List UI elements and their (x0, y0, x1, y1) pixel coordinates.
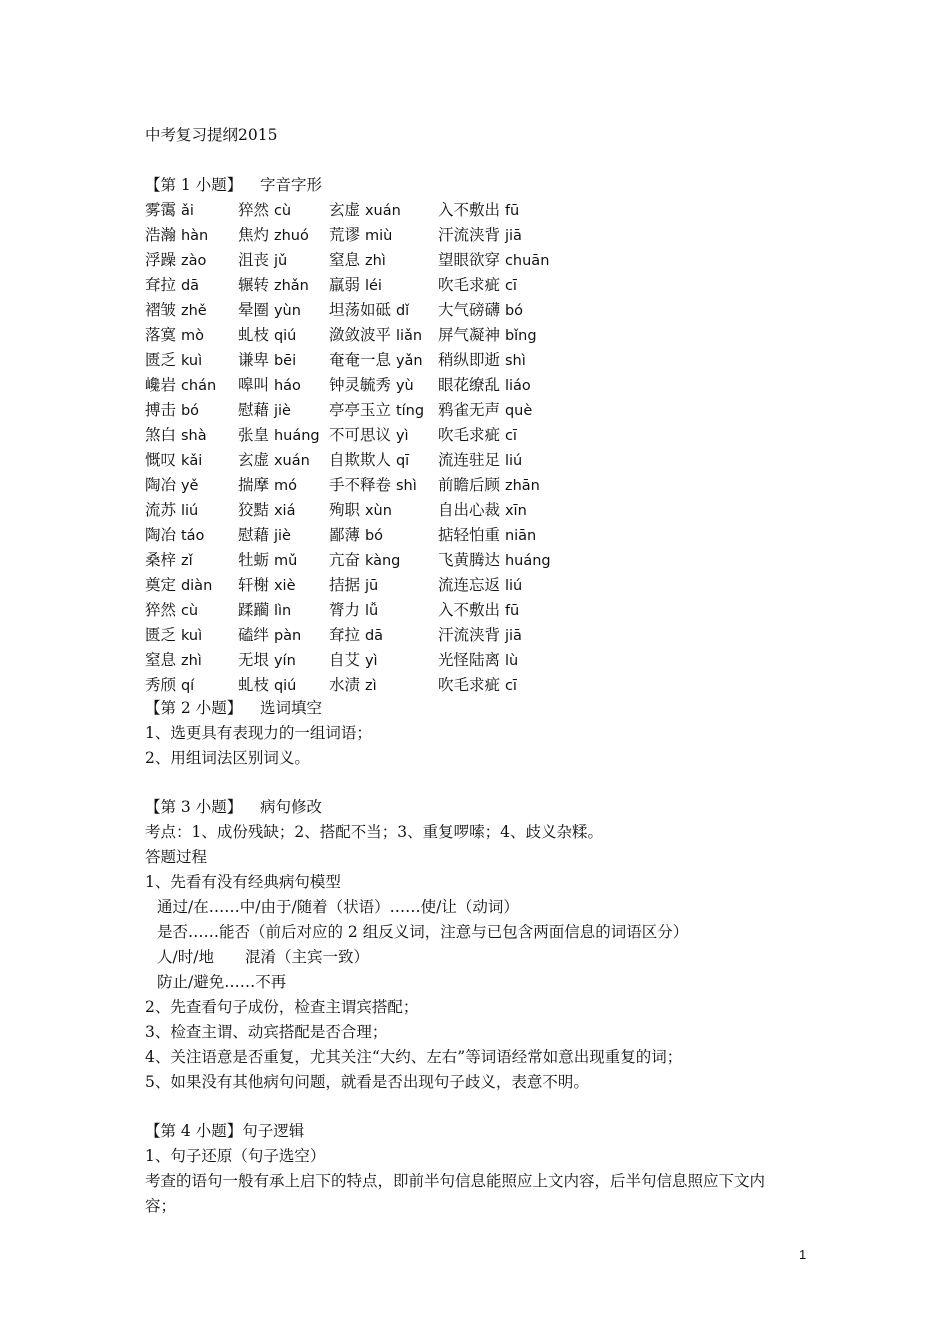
word-entry (438, 600, 519, 621)
word-entry (238, 200, 291, 221)
word-text: 浩瀚 (145, 226, 177, 244)
pinyin-text: zhì (364, 253, 386, 269)
section4-heading: 【第 4 小题】句子逻辑 (145, 1122, 305, 1140)
pinyin-text: mò (180, 328, 204, 344)
word-entry (329, 325, 422, 346)
word-text: 玄虚 (329, 201, 361, 219)
word-text: 大气磅礴 (438, 301, 501, 319)
word-entry (238, 625, 301, 646)
word-entry (438, 325, 537, 346)
word-entry (438, 450, 522, 471)
pinyin-text: liǎn (395, 328, 423, 344)
word-entry (238, 650, 296, 671)
page-number: 1 (799, 1247, 807, 1262)
pinyin-text: zhì (180, 653, 202, 669)
word-text: 桑梓 (145, 551, 177, 569)
pinyin-text: mǔ (273, 553, 298, 569)
word-entry (238, 500, 295, 521)
word-text: 鄙薄 (329, 526, 361, 544)
pinyin-text: jiā (504, 228, 522, 244)
pinyin-text: cī (504, 278, 517, 294)
word-entry (238, 350, 296, 371)
pinyin-text: bǐng (504, 328, 537, 344)
word-text: 亭亭玉立 (329, 401, 392, 419)
word-text: 蹂躏 (238, 601, 270, 619)
section2-line: 2、用组词法区别词义。 (145, 749, 310, 767)
word-entry (329, 500, 392, 521)
word-text: 吹毛求疵 (438, 276, 501, 294)
word-text: 无垠 (238, 651, 270, 669)
word-text: 手不释卷 (329, 476, 392, 494)
pinyin-text: liú (504, 453, 523, 469)
word-text: 匮乏 (145, 626, 177, 644)
pinyin-text: xiè (273, 578, 296, 594)
word-text: 煞白 (145, 426, 177, 444)
word-text: 猝然 (145, 601, 177, 619)
word-entry (145, 225, 208, 246)
pinyin-text: qiú (273, 678, 297, 694)
word-entry (145, 575, 212, 596)
word-entry (438, 475, 540, 496)
section2-topic: 选词填空 (260, 699, 323, 717)
word-entry (438, 375, 531, 396)
section4-paragraph-line: 考查的语句一般有承上启下的特点，即前半句信息能照应上文内容，后半句信息照应下文内 (145, 1172, 766, 1190)
section3-model: 防止/避免……不再 (157, 973, 287, 991)
word-text: 流连驻足 (438, 451, 501, 469)
word-entry (238, 275, 309, 296)
word-text: 落寞 (145, 326, 177, 344)
pinyin-text: xuán (364, 203, 401, 219)
word-entry (238, 575, 295, 596)
pinyin-text: qí (180, 678, 195, 694)
pinyin-text: ǎi (180, 203, 194, 219)
word-entry (329, 575, 378, 596)
pinyin-text: yǎn (395, 353, 423, 369)
word-text: 慰藉 (238, 526, 270, 544)
word-text: 光怪陆离 (438, 651, 501, 669)
word-entry (438, 625, 522, 646)
word-entry (329, 350, 423, 371)
word-entry (238, 400, 291, 421)
word-entry (145, 500, 198, 521)
section1-heading (145, 175, 323, 195)
word-text: 猝然 (238, 201, 270, 219)
word-text: 晕圈 (238, 301, 270, 319)
pinyin-text: xuán (273, 453, 310, 469)
word-text: 前瞻后顾 (438, 476, 501, 494)
pinyin-text: chuān (504, 253, 550, 269)
pinyin-text: jiè (273, 528, 291, 544)
word-text: 不可思议 (329, 426, 392, 444)
pinyin-text: kàng (364, 553, 401, 569)
word-text: 入不敷出 (438, 601, 501, 619)
word-entry (238, 550, 297, 571)
word-entry (329, 550, 400, 571)
word-entry (145, 550, 193, 571)
word-text: 揣摩 (238, 476, 270, 494)
word-entry (145, 200, 194, 221)
word-text: 陶冶 (145, 526, 177, 544)
word-text: 屏气凝神 (438, 326, 501, 344)
pinyin-text: xiá (273, 503, 296, 519)
pinyin-text: zì (364, 678, 377, 694)
word-text: 窒息 (145, 651, 177, 669)
word-entry (329, 675, 377, 696)
word-entry (438, 275, 517, 296)
word-entry (329, 425, 409, 446)
word-text: 磕绊 (238, 626, 270, 644)
word-text: 沮丧 (238, 251, 270, 269)
word-text: 入不敷出 (438, 201, 501, 219)
pinyin-text: qiú (273, 328, 297, 344)
word-text: 慨叹 (145, 451, 177, 469)
section2-heading (145, 698, 323, 718)
word-entry (145, 400, 199, 421)
word-entry (145, 475, 198, 496)
pinyin-text: shà (180, 428, 207, 444)
word-entry (438, 525, 536, 546)
pinyin-text: mó (273, 478, 297, 494)
word-entry (438, 675, 517, 696)
word-entry (329, 600, 378, 621)
word-entry (238, 450, 310, 471)
word-entry (145, 600, 198, 621)
word-text: 殉职 (329, 501, 361, 519)
word-text: 膂力 (329, 601, 361, 619)
word-entry (329, 225, 392, 246)
word-text: 鸦雀无声 (438, 401, 501, 419)
pinyin-text: bó (504, 303, 524, 319)
word-text: 辗转 (238, 276, 270, 294)
word-entry (438, 650, 518, 671)
pinyin-text: cī (504, 428, 517, 444)
pinyin-text: lù (504, 653, 519, 669)
pinyin-text: fū (504, 603, 520, 619)
pinyin-text: liú (504, 578, 523, 594)
word-entry (145, 275, 199, 296)
word-entry (145, 350, 202, 371)
pinyin-text: què (504, 403, 533, 419)
word-text: 流连忘返 (438, 576, 501, 594)
word-entry (329, 450, 409, 471)
word-entry (145, 450, 202, 471)
pinyin-text: yín (273, 653, 296, 669)
word-text: 雾霭 (145, 201, 177, 219)
pinyin-text: pàn (273, 628, 302, 644)
word-text: 汗流浃背 (438, 626, 501, 644)
pinyin-text: bó (180, 403, 200, 419)
pinyin-text: zǐ (180, 553, 193, 569)
word-text: 眼花缭乱 (438, 376, 501, 394)
word-entry (329, 250, 386, 271)
pinyin-text: tíng (395, 403, 425, 419)
word-text: 玄虚 (238, 451, 270, 469)
word-entry (438, 300, 523, 321)
pinyin-text: huáng (273, 428, 320, 444)
word-entry (145, 625, 202, 646)
section3-step: 2、先查看句子成份，检查主谓宾搭配； (145, 998, 419, 1016)
word-entry (329, 275, 382, 296)
pinyin-text: háo (273, 378, 301, 394)
section3-step: 3、检查主谓、动宾搭配是否合理； (145, 1023, 388, 1041)
word-entry (329, 300, 409, 321)
word-entry (329, 625, 383, 646)
word-text: 拮据 (329, 576, 361, 594)
word-entry (438, 425, 517, 446)
word-text: 潋敛波平 (329, 326, 392, 344)
word-entry (238, 525, 291, 546)
pinyin-text: cù (180, 603, 199, 619)
word-entry (438, 250, 549, 271)
word-text: 吹毛求疵 (438, 676, 501, 694)
word-text: 自出心裁 (438, 501, 501, 519)
word-entry (238, 325, 296, 346)
pinyin-text: chán (180, 378, 217, 394)
word-text: 自欺欺人 (329, 451, 392, 469)
word-text: 窒息 (329, 251, 361, 269)
word-entry (145, 300, 207, 321)
pinyin-text: niān (504, 528, 537, 544)
word-entry (145, 250, 206, 271)
word-text: 飞黄腾达 (438, 551, 501, 569)
pinyin-text: qī (395, 453, 410, 469)
word-text: 奄奄一息 (329, 351, 392, 369)
word-text: 嗥叫 (238, 376, 270, 394)
section3-heading (145, 797, 323, 817)
word-text: 陶冶 (145, 476, 177, 494)
section4-subheading: 1、句子还原（句子选空） (145, 1147, 326, 1165)
word-text: 轩榭 (238, 576, 270, 594)
word-text: 亢奋 (329, 551, 361, 569)
word-text: 耷拉 (329, 626, 361, 644)
section2-number: 【第 2 小题】 (145, 699, 243, 717)
section3-model: 是否……能否（前后对应的 2 组反义词，注意与已包含两面信息的词语区分） (157, 923, 689, 941)
word-entry (145, 425, 207, 446)
word-entry (329, 200, 401, 221)
pinyin-text: jū (364, 578, 379, 594)
section3-step: 4、关注语意是否重复，尤其关注“大约、左右”等词语经常如意出现重复的词； (145, 1048, 683, 1066)
pinyin-text: jiā (504, 628, 522, 644)
pinyin-text: diàn (180, 578, 213, 594)
word-entry (329, 650, 378, 671)
word-entry (238, 375, 301, 396)
word-entry (438, 500, 527, 521)
pinyin-text: kǎi (180, 453, 203, 469)
word-entry (238, 225, 309, 246)
word-text: 匮乏 (145, 351, 177, 369)
pinyin-text: xùn (364, 503, 392, 519)
word-text: 荒谬 (329, 226, 361, 244)
word-entry (145, 375, 216, 396)
word-entry (238, 600, 291, 621)
pinyin-text: jiè (273, 403, 291, 419)
pinyin-text: bēi (273, 353, 297, 369)
word-entry (438, 550, 551, 571)
section3-topic: 病句修改 (260, 798, 323, 816)
word-text: 流苏 (145, 501, 177, 519)
pinyin-text: lìn (273, 603, 292, 619)
pinyin-text: yùn (273, 303, 301, 319)
word-text: 羸弱 (329, 276, 361, 294)
pinyin-text: liáo (504, 378, 531, 394)
word-text: 望眼欲穿 (438, 251, 501, 269)
pinyin-text: yù (395, 378, 414, 394)
word-text: 掂轻怕重 (438, 526, 501, 544)
pinyin-text: miù (364, 228, 393, 244)
word-entry (238, 300, 301, 321)
word-text: 慰藉 (238, 401, 270, 419)
word-entry (438, 575, 522, 596)
word-entry (145, 650, 202, 671)
word-entry (438, 225, 522, 246)
pinyin-text: shì (395, 478, 417, 494)
section3-model: 通过/在……中/由于/随着（状语）……使/让（动词） (157, 898, 519, 916)
pinyin-text: yì (395, 428, 409, 444)
pinyin-text: dǐ (395, 303, 410, 319)
pinyin-text: zhǎn (273, 278, 309, 294)
word-text: 自艾 (329, 651, 361, 669)
section3-kaodian: 考点：1、成份残缺；2、搭配不当；3、重复啰嗦；4、歧义杂糅。 (145, 823, 603, 841)
word-entry (438, 400, 532, 421)
word-text: 稍纵即逝 (438, 351, 501, 369)
word-text: 焦灼 (238, 226, 270, 244)
word-entry (145, 525, 204, 546)
word-text: 狡黠 (238, 501, 270, 519)
word-entry (438, 200, 519, 221)
word-text: 谦卑 (238, 351, 270, 369)
word-entry (238, 675, 296, 696)
section3-process-title: 答题过程 (145, 848, 208, 866)
pinyin-text: hàn (180, 228, 209, 244)
pinyin-text: yě (180, 478, 199, 494)
pinyin-text: xīn (504, 503, 527, 519)
pinyin-text: lǚ (364, 603, 379, 619)
word-text: 牡蛎 (238, 551, 270, 569)
word-text: 钟灵毓秀 (329, 376, 392, 394)
word-entry (329, 475, 417, 496)
word-entry (238, 475, 297, 496)
word-entry (329, 525, 383, 546)
pinyin-text: zào (180, 253, 207, 269)
section3-model: 人/时/地 混淆（主宾一致） (157, 948, 369, 966)
word-entry (145, 675, 194, 696)
pinyin-text: yì (364, 653, 378, 669)
pinyin-text: liú (180, 503, 199, 519)
section4-paragraph-line: 容； (145, 1197, 177, 1215)
word-entry (329, 400, 424, 421)
word-text: 耷拉 (145, 276, 177, 294)
word-text: 褶皱 (145, 301, 177, 319)
word-text: 吹毛求疵 (438, 426, 501, 444)
pinyin-text: zhě (180, 303, 207, 319)
pinyin-text: kuì (180, 628, 203, 644)
pinyin-text: dā (364, 628, 384, 644)
pinyin-text: huáng (504, 553, 551, 569)
pinyin-text: zhān (504, 478, 540, 494)
section1-number: 【第 1 小题】 (145, 176, 243, 194)
pinyin-text: jǔ (273, 253, 288, 269)
word-entry (329, 375, 414, 396)
word-entry (145, 325, 204, 346)
section2-line: 1、选更具有表现力的一组词语； (145, 724, 372, 742)
word-entry (238, 425, 320, 446)
word-text: 张皇 (238, 426, 270, 444)
word-entry (438, 350, 526, 371)
word-entry (238, 250, 287, 271)
word-text: 坦荡如砥 (329, 301, 392, 319)
pinyin-text: zhuó (273, 228, 309, 244)
pinyin-text: cù (273, 203, 292, 219)
section3-step: 1、先看有没有经典病句模型 (145, 873, 341, 891)
pinyin-text: bó (364, 528, 384, 544)
word-text: 搏击 (145, 401, 177, 419)
word-text: 浮躁 (145, 251, 177, 269)
word-text: 汗流浃背 (438, 226, 501, 244)
section1-topic: 字音字形 (260, 176, 323, 194)
pinyin-text: kuì (180, 353, 203, 369)
document-title: 中考复习提纲2015 (145, 126, 278, 144)
section3-step: 5、如果没有其他病句问题，就看是否出现句子歧义，表意不明。 (145, 1073, 589, 1091)
word-text: 虬枝 (238, 326, 270, 344)
pinyin-text: táo (180, 528, 205, 544)
pinyin-text: cī (504, 678, 517, 694)
word-text: 秀颀 (145, 676, 177, 694)
pinyin-text: léi (364, 278, 382, 294)
word-text: 虬枝 (238, 676, 270, 694)
section3-number: 【第 3 小题】 (145, 798, 243, 816)
pinyin-text: fū (504, 203, 520, 219)
pinyin-text: dā (180, 278, 200, 294)
pinyin-text: shì (504, 353, 526, 369)
word-text: 水渍 (329, 676, 361, 694)
word-text: 巉岩 (145, 376, 177, 394)
word-text: 奠定 (145, 576, 177, 594)
